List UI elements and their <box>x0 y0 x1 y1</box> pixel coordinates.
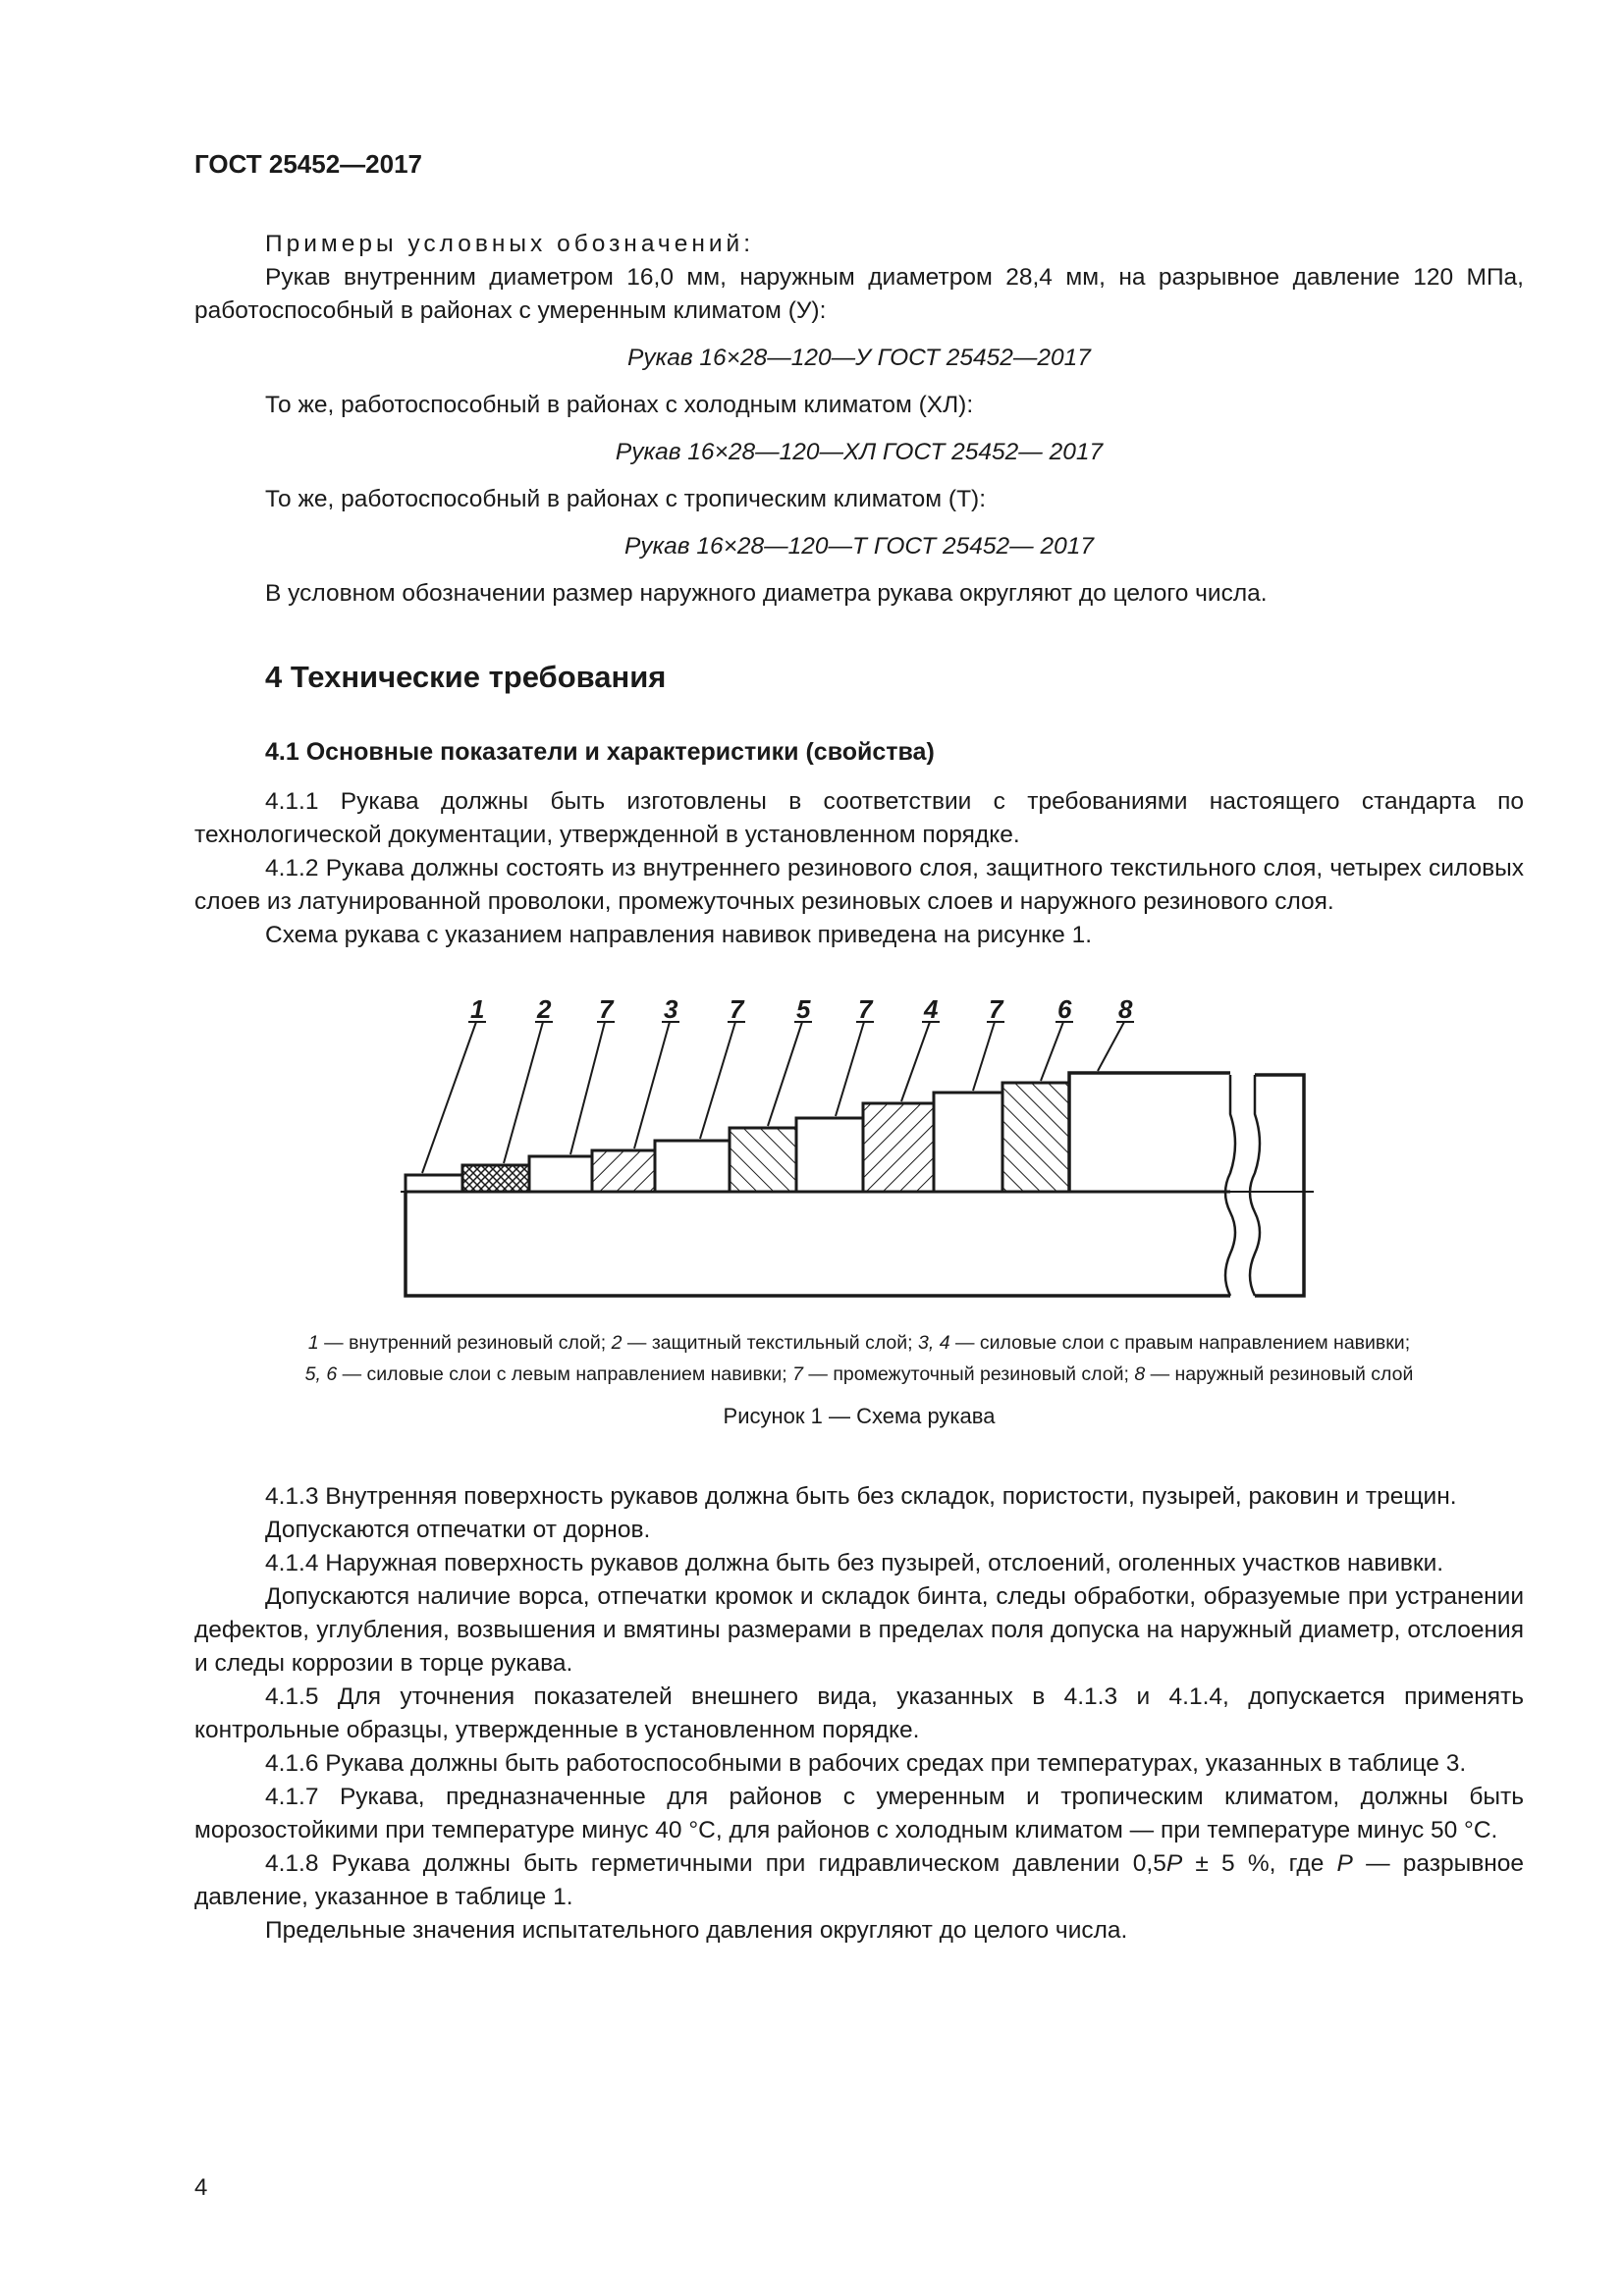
figure-label: 5 <box>796 996 811 1024</box>
figure-label: 3 <box>664 996 678 1024</box>
figure-label: 2 <box>537 996 552 1024</box>
layer-2-textile <box>462 1165 529 1192</box>
figure-label: 7 <box>858 996 873 1024</box>
paragraph-4-1-6: 4.1.6 Рукава должны быть работоспособными в рабочих средах при температурах, указанных в таблице 3. <box>265 1750 1467 1777</box>
examples-title: Примеры условных обозначений: <box>265 231 755 257</box>
section-4-1-text <box>194 785 1524 952</box>
example-line-2: То же, работоспособный в районах с холодным климатом (ХЛ): <box>265 392 974 418</box>
paragraph-4-1-8b: Предельные значения испытательного давления округляют до целого числа. <box>265 1917 1128 1944</box>
legend-text: — силовые слои с правым направлением навивки; <box>949 1332 1411 1354</box>
hose-scheme-figure <box>194 996 1524 1330</box>
paragraph-scheme: Схема рукава с указанием направления навивок приведена на рисунке 1. <box>265 922 1093 948</box>
paragraph-4-1-7: 4.1.7 Рукава, предназначенные для районов с умеренным и тропическим климатом, должны быть морозостойкими при температуре минус 40 °С, для районов с холодным климатом — при температуре минус 50 °С. <box>194 1784 1524 1843</box>
hose-body-outline <box>406 1192 1230 1296</box>
legend-text: — наружный резиновый слой <box>1145 1363 1414 1385</box>
figure-legend <box>194 1327 1524 1390</box>
layer-7d-intermediate <box>934 1093 1002 1192</box>
section-4-1-continued <box>194 1480 1524 1948</box>
layer-7a-intermediate <box>529 1156 592 1192</box>
figure-label: 6 <box>1057 996 1072 1024</box>
figure-label: 4 <box>924 996 939 1024</box>
legend-num: 8 <box>1134 1363 1146 1385</box>
figure-label: 7 <box>599 996 614 1024</box>
paragraph-4-1-5: 4.1.5 Для уточнения показателей внешнего вида, указанных в 4.1.3 и 4.1.4, допускается применять контрольные образцы, утвержденные в установленном порядке. <box>194 1683 1524 1743</box>
layer-1-inner-rubber <box>406 1175 462 1192</box>
example-code-1: Рукав 16×28—120—У ГОСТ 25452—2017 <box>627 345 1091 371</box>
paragraph-4-1-8: 4.1.8 Рукава должны быть герметичными при гидравлическом давлении 0,5P ± 5 %, где P — разрывное давление, указанное в таблице 1. <box>194 1850 1525 1910</box>
example-code-3: Рукав 16×28—120—Т ГОСТ 25452— 2017 <box>623 533 1094 560</box>
legend-text: — внутренний резиновый слой; <box>318 1332 612 1354</box>
legend-num: 3, 4 <box>918 1332 950 1354</box>
legend-line-2 <box>194 1359 1524 1390</box>
layer-4-power-right <box>863 1103 934 1192</box>
layer-6-power-left <box>1002 1083 1069 1192</box>
document-header: ГОСТ 25452—2017 <box>194 149 422 179</box>
legend-num: 2 <box>611 1332 623 1354</box>
break-line-1 <box>1225 1075 1235 1296</box>
layer-5-power-left <box>730 1128 796 1192</box>
examples-note: В условном обозначении размер наружного диаметра рукава округляют до целого числа. <box>265 580 1268 607</box>
legend-num: 5, 6 <box>304 1363 338 1385</box>
figure-title: Рисунок 1 — Схема рукава <box>723 1404 996 1428</box>
layer-7c-intermediate <box>796 1118 863 1192</box>
figure-label: 7 <box>989 996 1003 1024</box>
figure-label: 8 <box>1118 996 1133 1024</box>
hose-end-piece <box>1255 1075 1304 1296</box>
figure-label: 1 <box>470 996 485 1024</box>
legend-text: — защитный текстильный слой; <box>622 1332 919 1354</box>
section-4-1-title: 4.1 Основные показатели и характеристики (свойства) <box>265 738 935 766</box>
examples-block <box>194 228 1524 611</box>
legend-text: — промежуточный резиновый слой; <box>803 1363 1135 1385</box>
example-line-3: То же, работоспособный в районах с тропическим климатом (Т): <box>265 486 987 512</box>
paragraph-4-1-3: 4.1.3 Внутренняя поверхность рукавов должна быть без складок, пористости, пузырей, раковин и трещин. <box>265 1483 1457 1510</box>
figure-label: 7 <box>730 996 744 1024</box>
legend-num: 1 <box>307 1332 319 1354</box>
break-line-2 <box>1250 1075 1260 1296</box>
layer-7b-intermediate <box>655 1141 730 1192</box>
paragraph-4-1-2: 4.1.2 Рукава должны состоять из внутреннего резинового слоя, защитного текстильного слоя, четырех силовых слоев из латунированной проволоки, промежуточных резиновых слоев и наружного резинового слоя. <box>194 855 1524 915</box>
example-code-2: Рукав 16×28—120—ХЛ ГОСТ 25452— 2017 <box>615 439 1104 465</box>
paragraph-4-1-3b: Допускаются отпечатки от дорнов. <box>265 1517 651 1543</box>
section-4-title: 4 Технические требования <box>265 660 667 694</box>
layer-3-power-right <box>592 1150 655 1192</box>
page-number: 4 <box>194 2174 208 2201</box>
paragraph-4-1-1: 4.1.1 Рукава должны быть изготовлены в соответствии с требованиями настоящего стандарта по технологической документации, утвержденной в установленном порядке. <box>194 788 1524 848</box>
layer-8-outer-rubber <box>1069 1073 1230 1192</box>
paragraph-4-1-4b: Допускаются наличие ворса, отпечатки кромок и складок бинта, следы обработки, образуемые при устранении дефектов, углубления, возвышения и вмятины размерами в пределах поля допуска на наружный диаметр, отслоения и следы коррозии в торце рукава. <box>194 1583 1524 1677</box>
legend-line-1 <box>194 1327 1524 1359</box>
legend-num: 7 <box>792 1363 803 1385</box>
legend-text: — силовые слои с левым направлением навивки; <box>337 1363 793 1385</box>
paragraph-4-1-4: 4.1.4 Наружная поверхность рукавов должна быть без пузырей, отслоений, оголенных участков навивки. <box>265 1550 1444 1576</box>
examples-intro: Рукав внутренним диаметром 16,0 мм, наружным диаметром 28,4 мм, на разрывное давление 120 МПа, работоспособный в районах с умеренным климатом (У): <box>194 264 1524 324</box>
